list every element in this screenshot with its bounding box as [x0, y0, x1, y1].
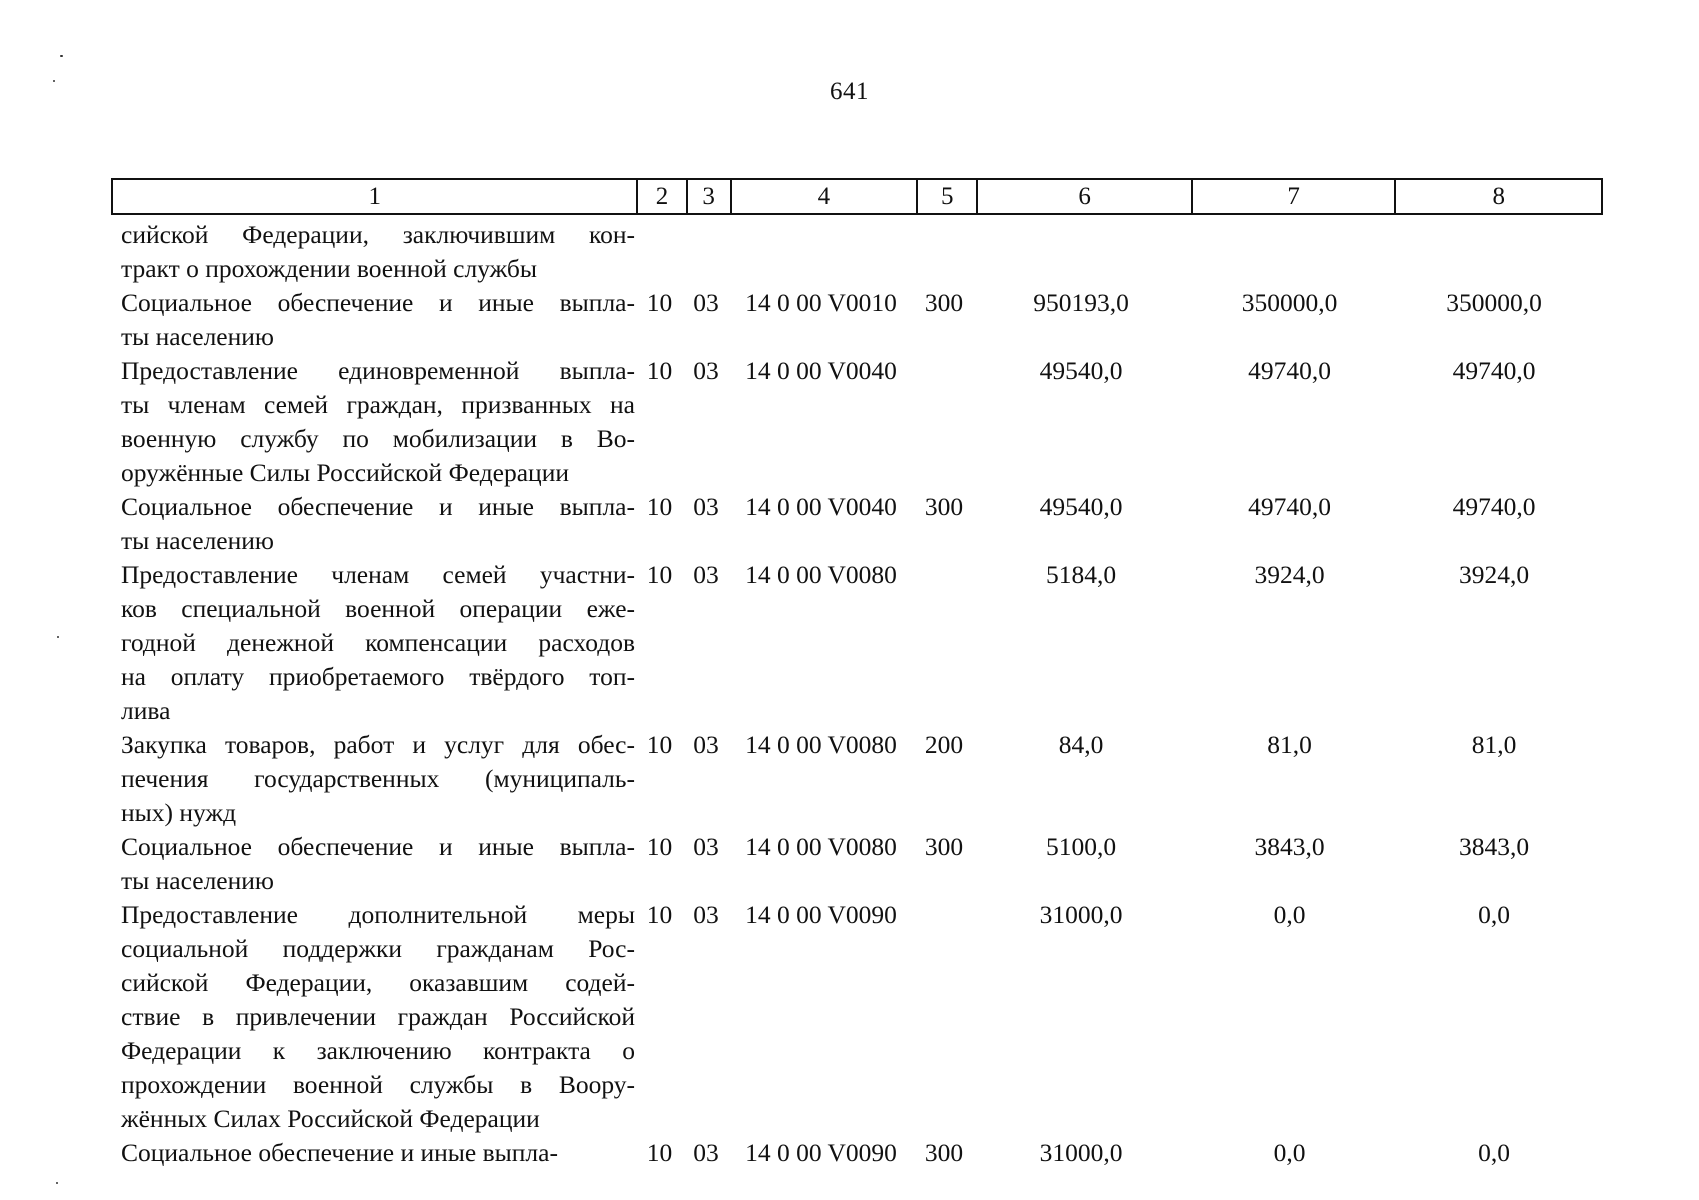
cell-c2: 10 — [646, 1138, 673, 1167]
header-cell-5: 5 — [917, 179, 977, 214]
description-line: сийской Федерации, заключившим кон- — [121, 220, 635, 249]
cell-c7: 0,0 — [1273, 900, 1306, 929]
cell-c6: 5184,0 — [1045, 560, 1117, 589]
cell-c6: 950193,0 — [1033, 288, 1129, 317]
header-row — [112, 179, 1602, 214]
cell-c6: 31000,0 — [1039, 900, 1123, 929]
description-line: ты населению — [121, 866, 274, 895]
cell-c7: 49740,0 — [1248, 492, 1331, 521]
cell-c6: 49540,0 — [1039, 356, 1123, 385]
scan-speck — [53, 80, 55, 82]
cell-c7: 3843,0 — [1254, 832, 1325, 861]
header-cell-4: 4 — [731, 179, 918, 214]
description-line: сийской Федерации, оказавшим содей- — [121, 968, 635, 997]
cell-c2: 10 — [646, 492, 673, 521]
cell-c7: 49740,0 — [1248, 356, 1331, 385]
cell-c2: 10 — [646, 832, 673, 861]
cell-c2: 10 — [646, 560, 673, 589]
description-line: Предоставление единовременной выпла- — [121, 356, 635, 385]
cell-c6: 31000,0 — [1039, 1138, 1123, 1167]
row-description — [111, 898, 635, 1136]
cell-c3: 03 — [693, 560, 719, 589]
cell-c7: 350000,0 — [1241, 288, 1338, 317]
cell-c2: 10 — [646, 356, 673, 385]
description-line: ствие в привлечении граждан Российской — [121, 1002, 635, 1031]
cell-c3: 03 — [693, 1138, 719, 1167]
header-cell-3: 3 — [687, 179, 731, 214]
row-description — [111, 354, 635, 490]
cell-c3: 03 — [693, 356, 719, 385]
description-line: Федерации к заключению контракта о — [121, 1036, 635, 1065]
row-description — [111, 558, 635, 728]
cell-c4: 14 0 00 V0010 — [745, 288, 897, 317]
table-row — [111, 286, 1603, 354]
table-row — [111, 830, 1603, 898]
cell-c3: 03 — [693, 832, 719, 861]
cell-c3: 03 — [693, 492, 719, 521]
table-row — [111, 898, 1603, 1136]
description-line: ков специальной военной операции еже- — [121, 594, 635, 623]
cell-c7: 0,0 — [1273, 1138, 1306, 1167]
description-line: ных) нужд — [121, 798, 237, 827]
description-line: ты членам семей граждан, призванных на — [121, 390, 635, 419]
description-line: годной денежной компенсации расходов — [121, 628, 635, 657]
table-row — [111, 558, 1603, 728]
cell-c6: 49540,0 — [1039, 492, 1123, 521]
cell-c7: 81,0 — [1267, 730, 1312, 759]
cell-c5: 300 — [924, 492, 964, 521]
description-line: тракт о прохождении военной службы — [121, 254, 538, 283]
description-line: ты населению — [121, 526, 274, 555]
cell-c4: 14 0 00 V0090 — [745, 1138, 897, 1167]
cell-c2: 10 — [646, 288, 673, 317]
row-description — [111, 1136, 635, 1170]
page-number: 641 — [830, 78, 869, 105]
scan-speck — [56, 1182, 58, 1184]
description-line: Социальное обеспечение и иные выпла- — [121, 832, 635, 861]
cell-c4: 14 0 00 V0090 — [745, 900, 897, 929]
cell-c4: 14 0 00 V0080 — [745, 832, 897, 861]
cell-c5: 300 — [924, 1138, 964, 1167]
cell-c6: 5100,0 — [1045, 832, 1117, 861]
row-description — [111, 830, 635, 898]
table-row — [111, 354, 1603, 490]
description-line: прохождении военной службы в Воору- — [121, 1070, 635, 1099]
description-line: оружённые Силы Российской Федерации — [121, 458, 569, 487]
description-line: лива — [121, 696, 171, 725]
cell-c2: 10 — [646, 900, 673, 929]
cell-c5: 300 — [924, 288, 964, 317]
header-cell-1: 1 — [112, 179, 637, 214]
description-line: Социальное обеспечение и иные выпла- — [121, 492, 635, 521]
description-line: Предоставление членам семей участни- — [121, 560, 635, 589]
cell-c4: 14 0 00 V0080 — [745, 560, 897, 589]
scan-speck — [57, 636, 59, 638]
description-line: печения государственных (муниципаль- — [121, 764, 635, 793]
description-line: жённых Силах Российской Федерации — [121, 1104, 540, 1133]
cell-c8: 49740,0 — [1452, 356, 1536, 385]
header-cell-8: 8 — [1395, 179, 1602, 214]
cell-c8: 0,0 — [1478, 1138, 1510, 1167]
cell-c5: 200 — [924, 730, 964, 759]
cell-c6: 84,0 — [1058, 730, 1104, 759]
header-cell-7: 7 — [1192, 179, 1396, 214]
cell-c5: 300 — [924, 832, 964, 861]
description-line: Социальное обеспечение и иные выпла- — [121, 288, 635, 317]
cell-c3: 03 — [693, 900, 719, 929]
description-line: ты населению — [121, 322, 274, 351]
row-description — [111, 218, 635, 286]
header-cell-2: 2 — [637, 179, 686, 214]
cell-c4: 14 0 00 V0040 — [745, 492, 897, 521]
cell-c8: 0,0 — [1478, 900, 1510, 929]
cell-c8: 49740,0 — [1452, 492, 1536, 521]
scan-speck — [60, 55, 63, 57]
description-line: Предоставление дополнительной меры — [121, 900, 635, 929]
table-body — [111, 218, 1603, 1170]
cell-c8: 350000,0 — [1446, 288, 1542, 317]
table-row — [111, 490, 1603, 558]
row-description — [111, 728, 635, 830]
cell-c3: 03 — [693, 288, 719, 317]
cell-c8: 81,0 — [1471, 730, 1517, 759]
table-row — [111, 728, 1603, 830]
table-row — [111, 218, 1603, 286]
description-line: Социальное обеспечение и иные выпла- — [121, 1138, 558, 1167]
column-header-table — [111, 178, 1603, 215]
cell-c4: 14 0 00 V0080 — [745, 730, 897, 759]
header-cell-6: 6 — [977, 179, 1192, 214]
cell-c4: 14 0 00 V0040 — [745, 356, 897, 385]
table-row — [111, 1136, 1603, 1170]
cell-c8: 3924,0 — [1458, 560, 1530, 589]
cell-c8: 3843,0 — [1458, 832, 1530, 861]
cell-c3: 03 — [693, 730, 719, 759]
row-description — [111, 286, 635, 354]
description-line: социальной поддержки гражданам Рос- — [121, 934, 635, 963]
cell-c2: 10 — [646, 730, 673, 759]
description-line: военную службу по мобилизации в Во- — [121, 424, 635, 453]
description-line: на оплату приобретаемого твёрдого топ- — [121, 662, 635, 691]
cell-c7: 3924,0 — [1254, 560, 1325, 589]
row-description — [111, 490, 635, 558]
description-line: Закупка товаров, работ и услуг для обес- — [121, 730, 635, 759]
